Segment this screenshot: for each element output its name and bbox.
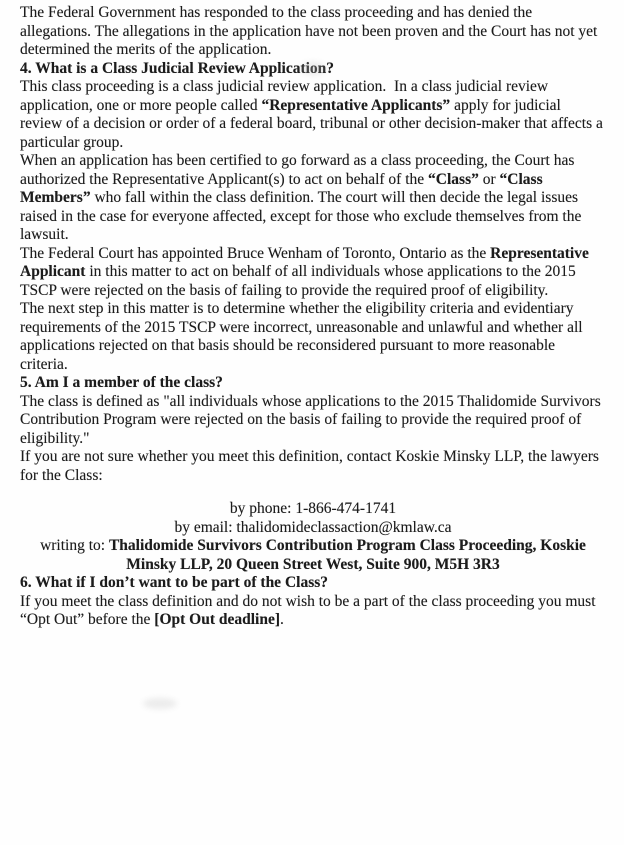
text-run: The Federal Court has appointed Bruce Wenham of Toronto, Ontario as the xyxy=(20,244,491,262)
text-run-bold-representative-applicants: “Representative Applicants” xyxy=(261,96,451,114)
paragraph-representative-appointed xyxy=(20,245,606,301)
text-run: If you meet the class definition and do not wish to be a part of the class proceeding you must “Opt Out” before the xyxy=(20,592,596,628)
text-run-bold-opt-out-deadline: [Opt Out deadline] xyxy=(154,611,281,628)
text-run: who fall within the class definition. The court will then decide the legal issues raised in the case for everyone affected, except for those who exclude themselves from the lawsuit. xyxy=(20,189,582,243)
contact-writing-line xyxy=(20,537,606,574)
paragraph-class-definition: The class is defined as "all individuals whose applications to the 2015 Thalidomide Survivors Contribution Program were rejected on the basis of failing to provide the required proof of eligibility." xyxy=(20,392,601,447)
heading-question-4: 4. What is a Class Judicial Review Application? xyxy=(20,59,335,77)
paragraph-contact-intro: If you are not sure whether you meet this definition, contact Koskie Minsky LLP, the lawyers for the Class: xyxy=(20,448,599,484)
text-run: or xyxy=(478,170,500,188)
paragraph-next-step: The next step in this matter is to determine whether the eligibility criteria and evidentiary requirements of the 2015 TSCP were incorrect, unreasonable and unlawful and whether all applications rejected on that basis should be reconsidered pursuant to more reasonable criteria. xyxy=(20,300,583,373)
heading-question-5: 5. Am I a member of the class? xyxy=(20,374,223,391)
contact-writing-prefix: writing to: xyxy=(40,537,109,554)
paragraph-opt-out xyxy=(20,593,606,630)
paragraph-judicial-review-intro xyxy=(20,78,606,152)
text-run-bold-class-members: “Class Members” xyxy=(20,170,543,206)
scan-artifact xyxy=(143,698,177,709)
text-run: When an application has been certified to go forward as a class proceeding, the Court has authorized the Representative Applicant(s) to act on behalf of the xyxy=(20,152,575,188)
paragraph-government-response: The Federal Government has responded to the class proceeding and has denied the allegations. The allegations in the application have not been proven and the Court has not yet determined the merits of the application. xyxy=(20,4,598,58)
text-run: This class proceeding is a class judicial review application. In a class judicial review application, one or more people called xyxy=(20,78,549,114)
heading-question-6: 6. What if I don’t want to be part of the Class? xyxy=(20,574,329,591)
text-run: apply for judicial review of a decision or order of a federal board, tribunal or other decision-maker that affects a particular group. xyxy=(20,96,603,151)
text-run-bold-class: “Class” xyxy=(428,170,479,188)
contact-writing-address-bold: Thalidomide Survivors Contribution Program Class Proceeding, Koskie Minsky LLP, 20 Queen Street West, Suite 900, M5H 3R3 xyxy=(108,537,586,573)
contact-phone-line: by phone: 1-866-474-1741 xyxy=(229,500,397,517)
text-run-bold-representative-applicant: Representative Applicant xyxy=(20,244,589,280)
text-run: in this matter to act on behalf of all individuals whose applications to the 2015 TSCP were rejected on the basis of failing to provide the required proof of eligibility. xyxy=(20,263,576,299)
paragraph-certified-class xyxy=(20,152,606,245)
contact-block xyxy=(20,500,606,574)
text-run: . xyxy=(280,611,284,628)
contact-email-line: by email: thalidomideclassaction@kmlaw.ca xyxy=(174,518,452,536)
